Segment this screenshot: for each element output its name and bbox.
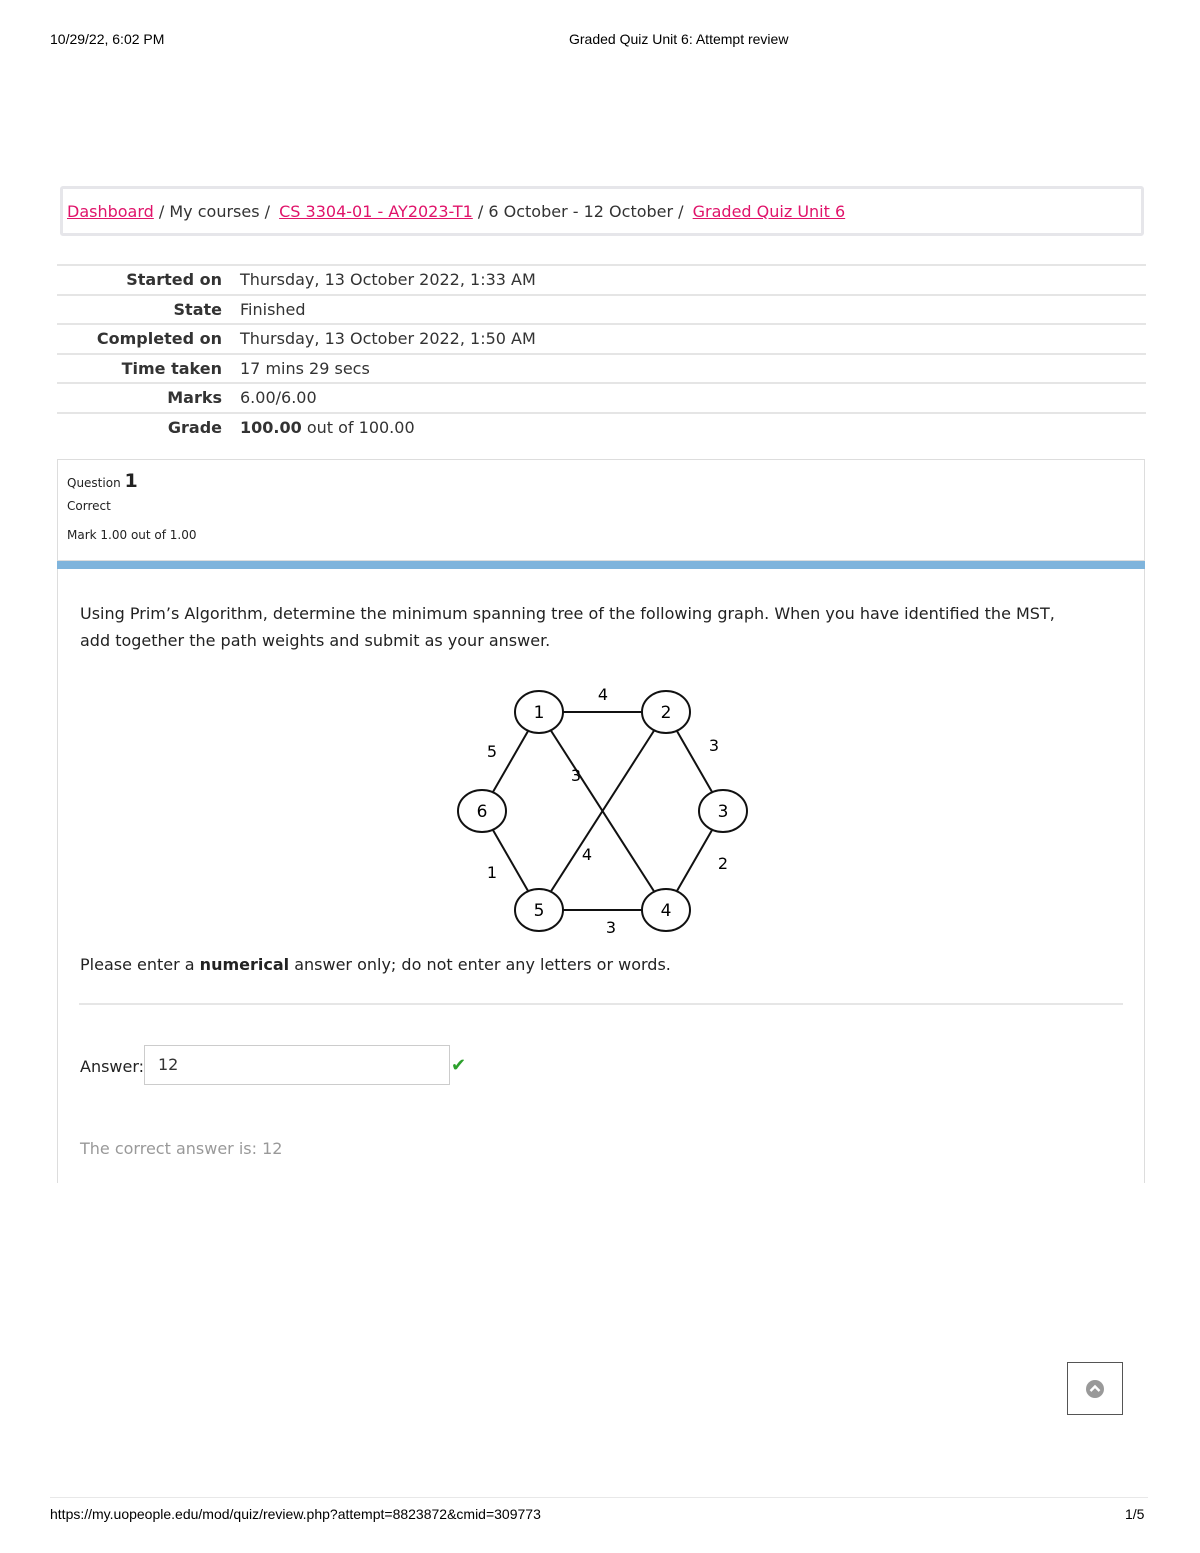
summary-value-text: Thursday, 13 October 2022, 1:50 AM [240, 329, 536, 349]
breadcrumb-item[interactable]: Graded Quiz Unit 6 [692, 201, 846, 221]
node-label: 2 [660, 703, 672, 723]
edge-weight-label: 3 [708, 736, 720, 755]
breadcrumb-separator: / [153, 201, 170, 221]
correct-check-icon: ✔ [451, 1055, 467, 1076]
summary-value [240, 324, 1146, 354]
summary-value [240, 295, 1146, 325]
node-label: 6 [476, 802, 488, 822]
node-label: 4 [660, 901, 672, 921]
note-bold: numerical [199, 955, 290, 974]
note-text: answer only; do not enter any letters or words. [289, 955, 671, 974]
summary-value [240, 383, 1146, 413]
breadcrumb-item: 6 October - 12 October [488, 201, 674, 221]
summary-value [240, 354, 1146, 384]
summary-key: Time taken [57, 354, 240, 384]
breadcrumb-item: My courses [169, 201, 260, 221]
breadcrumb [60, 186, 1144, 236]
edge-weight-label: 2 [717, 854, 729, 873]
question-info [57, 459, 1145, 561]
summary-row [57, 324, 1146, 354]
divider [79, 1003, 1123, 1005]
summary-row [57, 383, 1146, 413]
question-mark: Mark 1.00 out of 1.00 [67, 528, 197, 542]
summary-key: Grade [57, 413, 240, 442]
footer-page-number: 1/5 [1125, 1506, 1145, 1522]
answer-input[interactable]: 12 [144, 1045, 450, 1085]
answer-label: Answer: [80, 1057, 145, 1076]
edge-weight-label: 4 [597, 685, 609, 704]
question-divider-bar [57, 561, 1145, 569]
question-number: 1 [124, 470, 138, 492]
summary-row [57, 295, 1146, 325]
edge-weight-label: 1 [486, 863, 498, 882]
edge-weight-label: 4 [581, 845, 593, 864]
back-to-top-button[interactable] [1067, 1362, 1123, 1415]
edge-weight-label: 3 [605, 918, 617, 937]
summary-value-text: Thursday, 13 October 2022, 1:33 AM [240, 270, 536, 290]
question-text: Using Prim’s Algorithm, determine the minimum spanning tree of the following graph. When you have identified the MST, add together the path weights and submit as your answer. [80, 604, 1055, 650]
breadcrumb-separator: / [673, 201, 689, 221]
summary-value-text: 6.00/6.00 [240, 388, 317, 408]
grade-value: 100.00 [240, 417, 302, 437]
question-label: Question [67, 476, 121, 490]
footer-divider [50, 1497, 1148, 1498]
question-status: Correct [67, 499, 111, 513]
node-label: 3 [717, 802, 729, 822]
breadcrumb-separator: / [259, 201, 276, 221]
graph-diagram [440, 675, 770, 945]
arrow-up-circle-icon [1085, 1379, 1105, 1399]
summary-value [240, 413, 1146, 442]
summary-value-text: Finished [240, 299, 306, 319]
summary-value-text: out of 100.00 [301, 417, 415, 437]
summary-key: State [57, 295, 240, 325]
breadcrumb-item[interactable]: CS 3304-01 - AY2023-T1 [279, 201, 473, 221]
summary-row [57, 413, 1146, 442]
summary-key: Completed on [57, 324, 240, 354]
node-label: 5 [533, 901, 545, 921]
summary-row [57, 354, 1146, 384]
summary-row [57, 265, 1146, 295]
node-label: 1 [533, 703, 545, 723]
note-text: Please enter a [80, 955, 200, 974]
edge-weight-label: 3 [570, 766, 582, 785]
answer-instructions [80, 955, 671, 974]
summary-value-text: 17 mins 29 secs [240, 358, 370, 378]
print-datetime: 10/29/22, 6:02 PM [50, 31, 165, 47]
attempt-summary-table [57, 264, 1146, 441]
footer-url: https://my.uopeople.edu/mod/quiz/review.php?attempt=8823872&cmid=309773 [50, 1506, 541, 1522]
summary-key: Started on [57, 265, 240, 295]
print-title: Graded Quiz Unit 6: Attempt review [569, 31, 789, 47]
correct-answer-text: The correct answer is: 12 [80, 1139, 283, 1158]
breadcrumb-separator: / [472, 201, 489, 221]
summary-key: Marks [57, 383, 240, 413]
summary-value [240, 265, 1146, 295]
breadcrumb-item[interactable]: Dashboard [67, 201, 154, 221]
edge-weight-label: 5 [486, 742, 498, 761]
